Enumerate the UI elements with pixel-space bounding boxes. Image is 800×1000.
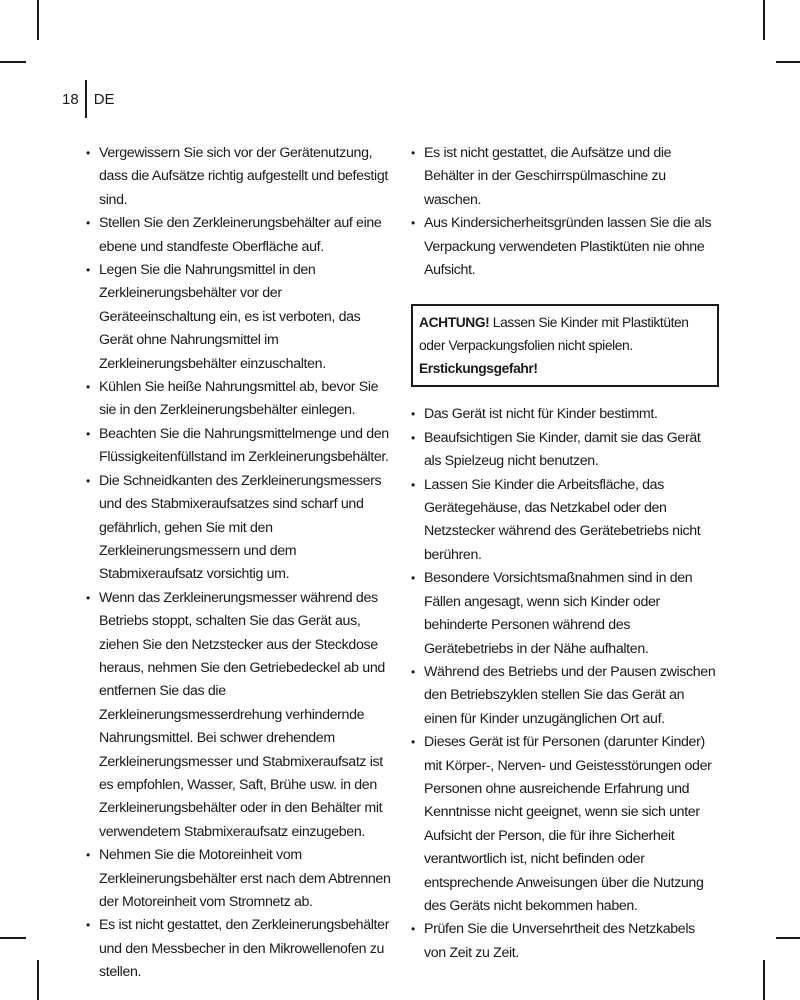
crop-mark-top-left-horizontal bbox=[0, 61, 26, 63]
right-column bbox=[411, 142, 719, 965]
warning-text: Lassen Sie Kinder mit Plastiktüten oder Verpackungsfolien nicht spielen. bbox=[419, 315, 689, 354]
safety-list-right-top bbox=[411, 142, 719, 282]
list-item: • Beaufsichtigen Sie Kinder, damit sie das Gerät als Spielzeug nicht benutzen. bbox=[411, 427, 719, 474]
crop-mark-top-right-horizontal bbox=[776, 61, 800, 63]
list-item: • Es ist nicht gestattet, den Zerkleinerungsbehälter und den Messbecher in den Mikrowellenofen zu stellen. bbox=[86, 914, 392, 984]
crop-mark-bottom-right-vertical bbox=[763, 960, 765, 1000]
list-item: • Vergewissern Sie sich vor der Gerätenutzung, dass die Aufsätze richtig aufgestellt und befestigt sind. bbox=[86, 142, 392, 212]
list-item: • Lassen Sie Kinder die Arbeitsfläche, das Gerätegehäuse, das Netzkabel oder den Netzstecker während des Gerätebetriebs nicht berühren. bbox=[411, 474, 719, 568]
warning-box bbox=[411, 304, 719, 387]
language-code: DE bbox=[93, 90, 115, 108]
warning-label: ACHTUNG! bbox=[419, 315, 490, 331]
crop-mark-top-right-vertical bbox=[763, 0, 765, 40]
list-item: • Beachten Sie die Nahrungsmittelmenge und den Flüssigkeitenfüllstand im Zerkleinerungsbehälter. bbox=[86, 423, 392, 470]
warning-emphasis: Erstickungsgefahr! bbox=[419, 361, 538, 377]
safety-list-left bbox=[86, 142, 392, 985]
crop-mark-top-left-vertical bbox=[37, 0, 39, 40]
list-item: • Prüfen Sie die Unversehrtheit des Netzkabels von Zeit zu Zeit. bbox=[411, 918, 719, 965]
crop-mark-bottom-left-horizontal bbox=[0, 937, 26, 939]
list-item: • Nehmen Sie die Motoreinheit vom Zerkleinerungsbehälter erst nach dem Abtrennen der Motoreinheit vom Stromnetz ab. bbox=[86, 844, 392, 914]
list-item: • Dieses Gerät ist für Personen (darunter Kinder) mit Körper-, Nerven- und Geistesstörungen oder Personen ohne ausreichende Erfahrung und Kenntnisse nicht geeignet, wenn sie sich unter Aufsicht der Person, die für ihre Sicherheit verantwortlich ist, nicht befinden oder entsprechende Anweisungen über die Nutzung des Geräts nicht bekommen haben. bbox=[411, 731, 719, 918]
list-item: • Besondere Vorsichtsmaßnahmen sind in den Fällen angesagt, wenn sich Kinder oder behinderte Personen während des Gerätebetriebs in der Nähe aufhalten. bbox=[411, 567, 719, 661]
crop-mark-bottom-right-horizontal bbox=[776, 937, 800, 939]
list-item: • Legen Sie die Nahrungsmittel in den Zerkleinerungsbehälter vor der Geräteeinschaltung ein, es ist verboten, das Gerät ohne Nahrungsmittel im Zerkleinerungsbehälter einzuschalten. bbox=[86, 259, 392, 376]
list-item: • Es ist nicht gestattet, die Aufsätze und die Behälter in der Geschirrspülmaschine zu waschen. bbox=[411, 142, 719, 212]
list-item: • Das Gerät ist nicht für Kinder bestimmt. bbox=[411, 403, 719, 426]
list-item: • Stellen Sie den Zerkleinerungsbehälter auf eine ebene und standfeste Oberfläche auf. bbox=[86, 212, 392, 259]
list-item: • Aus Kindersicherheitsgründen lassen Sie die als Verpackung verwendeten Plastiktüten nie ohne Aufsicht. bbox=[411, 212, 719, 282]
list-item: • Die Schneidkanten des Zerkleinerungsmessers und des Stabmixeraufsatzes sind scharf und gefährlich, gehen Sie mit den Zerkleinerungsmessern und dem Stabmixeraufsatz vorsichtig um. bbox=[86, 470, 392, 587]
page-number: 18 bbox=[62, 90, 79, 108]
list-item: • Wenn das Zerkleinerungsmesser während des Betriebs stoppt, schalten Sie das Gerät aus, ziehen Sie den Netzstecker aus der Steckdose heraus, nehmen Sie den Getriebedeckel ab und entfernen Sie das die Zerkleinerungsmesserdrehung verhindernde Nahrungsmittel. Bei schwer drehendem Zerkleinerungsmesser und Stabmixeraufsatz ist es empfohlen, Wasser, Saft, Brühe usw. in den Zerkleinerungsbehälter oder in den Behälter mit verwendetem Stabmixeraufsatz einzugeben. bbox=[86, 587, 392, 844]
list-item: • Kühlen Sie heiße Nahrungsmittel ab, bevor Sie sie in den Zerkleinerungsbehälter einlegen. bbox=[86, 376, 392, 423]
page-header bbox=[62, 80, 115, 118]
safety-list-right-bottom bbox=[411, 403, 719, 965]
crop-mark-bottom-left-vertical bbox=[37, 960, 39, 1000]
list-item: • Während des Betriebs und der Pausen zwischen den Betriebszyklen stellen Sie das Gerät an einen für Kinder unzugänglichen Ort auf. bbox=[411, 661, 719, 731]
left-column bbox=[86, 142, 392, 985]
